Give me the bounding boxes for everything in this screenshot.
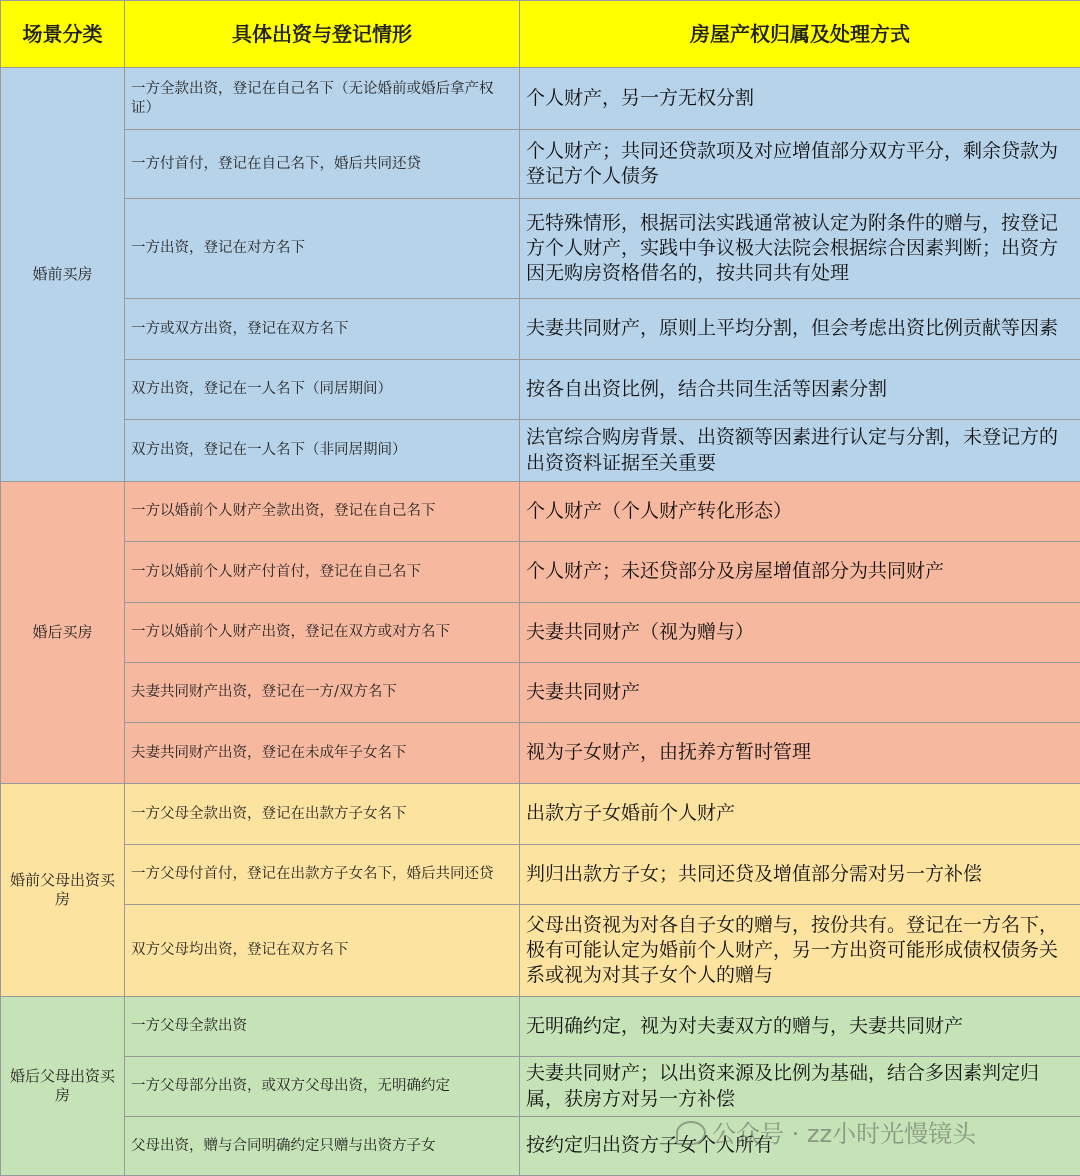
- treatment-cell: 个人财产（个人财产转化形态）: [520, 482, 1080, 542]
- wechat-icon: [676, 1121, 706, 1145]
- scenario-cell: 一方或双方出资，登记在双方名下: [125, 299, 520, 360]
- scenario-cell: 一方父母付首付，登记在出款方子女名下，婚后共同还贷: [125, 845, 520, 905]
- treatment-cell: 夫妻共同财产；以出资来源及比例为基础，结合多因素判定归属，获房方对另一方补偿: [520, 1057, 1080, 1117]
- treatment-cell: 法官综合购房背景、出资额等因素进行认定与分割，未登记方的出资资料证据至关重要: [520, 420, 1080, 482]
- table-row: [1, 905, 1080, 997]
- table-row: [1, 199, 1080, 299]
- table-row: [1, 723, 1080, 784]
- table-row: [1, 130, 1080, 199]
- treatment-cell: 夫妻共同财产（视为赠与）: [520, 603, 1080, 663]
- table-row: [1, 784, 1080, 845]
- category-cell: 婚后买房: [1, 482, 125, 784]
- scenario-cell: 夫妻共同财产出资，登记在未成年子女名下: [125, 723, 520, 784]
- table-row: [1, 482, 1080, 542]
- treatment-cell: 按各自出资比例，结合共同生活等因素分割: [520, 360, 1080, 420]
- treatment-cell: 夫妻共同财产，原则上平均分割，但会考虑出资比例贡献等因素: [520, 299, 1080, 360]
- table-row: [1, 1057, 1080, 1117]
- scenario-cell: 双方出资，登记在一人名下（同居期间）: [125, 360, 520, 420]
- watermark: [676, 1114, 976, 1149]
- scenario-cell: 一方以婚前个人财产全款出资，登记在自己名下: [125, 482, 520, 542]
- treatment-cell: 夫妻共同财产: [520, 663, 1080, 723]
- header-treatment: 房屋产权归属及处理方式: [520, 1, 1080, 68]
- treatment-cell: 判归出款方子女；共同还贷及增值部分需对另一方补偿: [520, 845, 1080, 905]
- category-cell: 婚前父母出资买房: [1, 784, 125, 997]
- scenario-cell: 一方出资，登记在对方名下: [125, 199, 520, 299]
- scenario-cell: 双方父母均出资，登记在双方名下: [125, 905, 520, 997]
- scenario-cell: 一方父母部分出资，或双方父母出资，无明确约定: [125, 1057, 520, 1117]
- table-row: [1, 845, 1080, 905]
- table-row: [1, 542, 1080, 603]
- header-category: 场景分类: [1, 1, 125, 68]
- treatment-cell: 无明确约定，视为对夫妻双方的赠与，夫妻共同财产: [520, 997, 1080, 1057]
- treatment-cell: 视为子女财产，由抚养方暂时管理: [520, 723, 1080, 784]
- scenario-cell: 夫妻共同财产出资，登记在一方/双方名下: [125, 663, 520, 723]
- table-row: [1, 997, 1080, 1057]
- watermark-text: 公众号 · zz小时光慢镜头: [712, 1120, 976, 1148]
- scenario-cell: 一方以婚前个人财产出资，登记在双方或对方名下: [125, 603, 520, 663]
- table-row: [1, 663, 1080, 723]
- table-row: [1, 360, 1080, 420]
- scenario-cell: 一方全款出资，登记在自己名下（无论婚前或婚后拿产权证）: [125, 68, 520, 130]
- header-scenario: 具体出资与登记情形: [125, 1, 520, 68]
- treatment-cell: 出款方子女婚前个人财产: [520, 784, 1080, 845]
- table-row: [1, 420, 1080, 482]
- scenario-cell: 双方出资，登记在一人名下（非同居期间）: [125, 420, 520, 482]
- treatment-cell: 按约定归出资方子女个人所有: [520, 1117, 1080, 1176]
- scenario-cell: 一方付首付，登记在自己名下，婚后共同还贷: [125, 130, 520, 199]
- scenario-cell: 一方以婚前个人财产付首付，登记在自己名下: [125, 542, 520, 603]
- table-row: [1, 299, 1080, 360]
- scenario-cell: 父母出资，赠与合同明确约定只赠与出资方子女: [125, 1117, 520, 1176]
- treatment-cell: 个人财产；共同还贷款项及对应增值部分双方平分，剩余贷款为登记方个人债务: [520, 130, 1080, 199]
- scenario-cell: 一方父母全款出资: [125, 997, 520, 1057]
- header-row: [1, 1, 1080, 68]
- table-row: [1, 603, 1080, 663]
- category-cell: 婚后父母出资买房: [1, 997, 125, 1176]
- treatment-cell: 个人财产，另一方无权分割: [520, 68, 1080, 130]
- scenario-cell: 一方父母全款出资，登记在出款方子女名下: [125, 784, 520, 845]
- table-row: [1, 68, 1080, 130]
- treatment-cell: 父母出资视为对各自子女的赠与，按份共有。登记在一方名下，极有可能认定为婚前个人财产，另一方出资可能形成债权债务关系或视为对其子女个人的赠与: [520, 905, 1080, 997]
- category-cell: 婚前买房: [1, 68, 125, 482]
- treatment-cell: 个人财产；未还贷部分及房屋增值部分为共同财产: [520, 542, 1080, 603]
- treatment-cell: 无特殊情形，根据司法实践通常被认定为附条件的赠与，按登记方个人财产，实践中争议极大法院会根据综合因素判断；出资方因无购房资格借名的，按共同共有处理: [520, 199, 1080, 299]
